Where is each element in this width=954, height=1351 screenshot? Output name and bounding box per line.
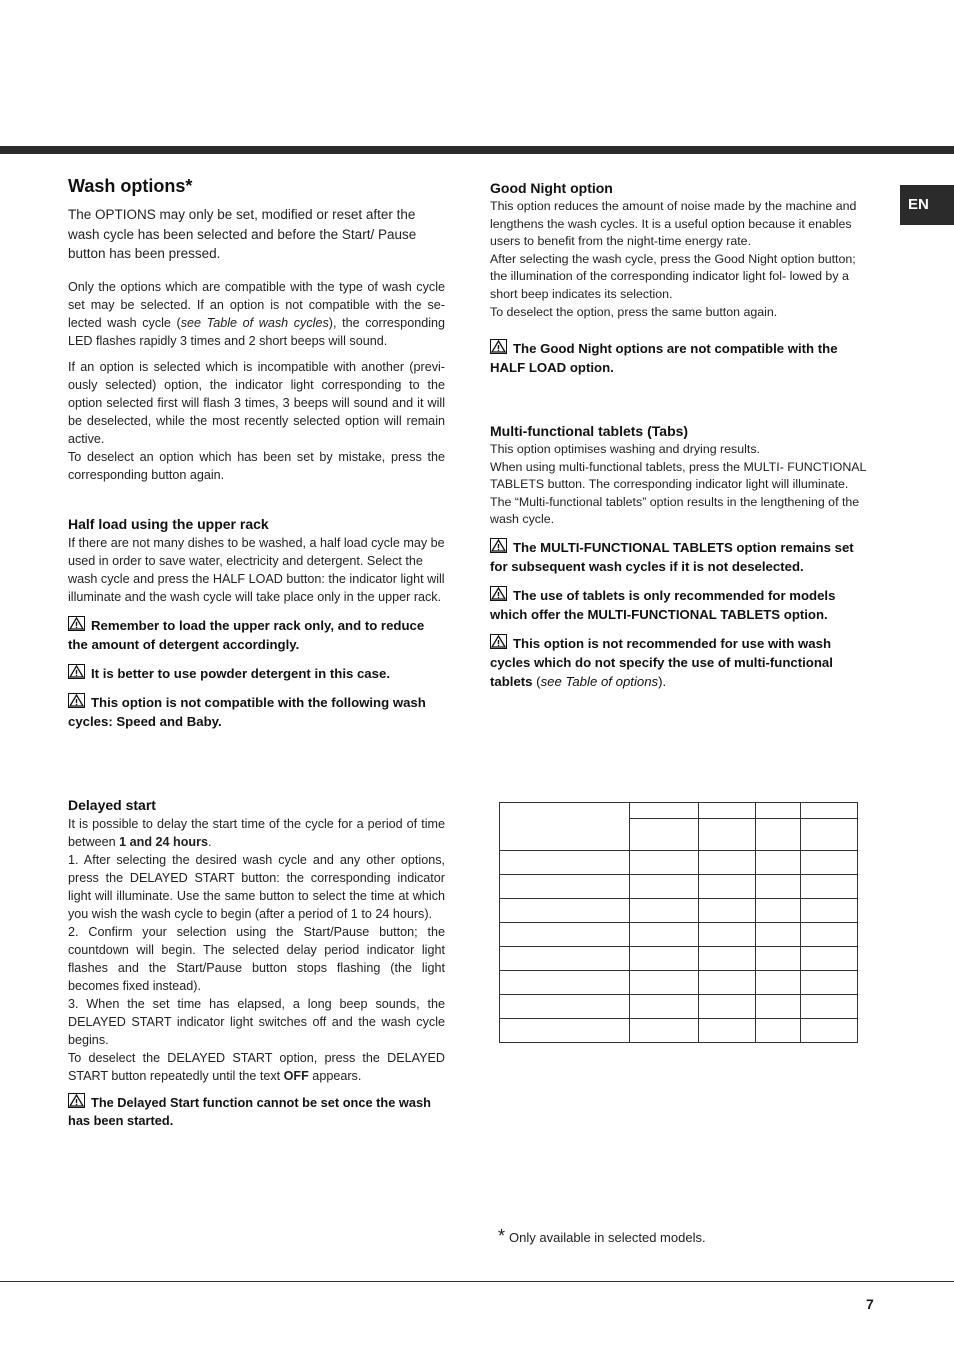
good-night-warning: The Good Night options are not compatible with the HALF LOAD option.: [490, 341, 838, 376]
delayed-start-heading: Delayed start: [68, 797, 156, 813]
good-night-text-1: This option reduces the amount of noise made by the machine and lengthens the wash cycles. It is a useful option because it enables users to benefit from the night-time energy rate.: [490, 199, 857, 249]
intro-text: The OPTIONS may only be set, modified or reset after the wash cycle has been selected and before the Start/ Pause button has been pressed.: [68, 207, 417, 261]
footnote-text: Only available in selected models.: [509, 1230, 706, 1245]
warning-icon: [68, 693, 85, 708]
warning-icon: [490, 339, 507, 354]
warning-icon: [490, 538, 507, 553]
table-cell: [630, 995, 699, 1019]
table-cell: [801, 851, 858, 875]
delayed-start-section: [68, 797, 445, 1140]
table-cell: [756, 923, 801, 947]
half-load-warning-1: Remember to load the upper rack only, and to reduce the amount of detergent accordingly.: [68, 618, 425, 652]
warning-icon: [68, 1093, 85, 1108]
tabs-warning-2: The use of tablets is only recommended for models which offer the MULTI-FUNCTIONAL TABLETS option.: [490, 587, 836, 622]
options-table: [499, 802, 858, 1043]
table-cell: [699, 995, 756, 1019]
delayed-start-intro: It is possible to delay the start time of the cycle for a period of time between 1 and 24 hours.: [68, 817, 445, 849]
tabs-text-2: When using multi-functional tablets, press the MULTI- FUNCTIONAL TABLETS button. The corresponding indicator light will illuminate. The “Multi-functional tablets” option results in the lengthening of the wash cycle.: [490, 459, 866, 527]
tabs-text-1: This option optimises washing and drying results.: [490, 442, 760, 456]
good-night-section: [490, 180, 869, 387]
table-cell: [500, 947, 630, 971]
table-cell: [500, 971, 630, 995]
options-table-ref: see Table of options: [540, 673, 659, 689]
good-night-text-2: After selecting the wash cycle, press the Good Night option button; the illumination of the corresponding indicator light fol- lowed by a short beep indicates its selection.: [490, 251, 856, 301]
warning-icon: [68, 616, 85, 631]
page-title: Wash options*: [68, 176, 193, 196]
tabs-warning-1: The MULTI-FUNCTIONAL TABLETS option remains set for subsequent wash cycles if it is not deselected.: [490, 539, 854, 574]
table-cell: [500, 1019, 630, 1043]
good-night-text-3: To deselect the option, press the same button again.: [490, 304, 778, 319]
good-night-heading: Good Night option: [490, 180, 613, 196]
half-load-warning-2: It is better to use powder detergent in this case.: [68, 664, 445, 683]
table-cell: [756, 947, 801, 971]
delayed-start-step-1: 1. After selecting the desired wash cycle and any other options, press the DELAYED START button: the corresponding indicator light will illuminate. Use the same button to select the time at which you wish the wash cycle to begin (after a period of 1 to 24 hours).: [68, 853, 445, 921]
table-cell: [756, 1019, 801, 1043]
wash-cycles-table-ref: see Table of wash cycles: [180, 315, 329, 330]
table-cell: [699, 875, 756, 899]
table-cell: [699, 803, 756, 819]
table-cell: [756, 995, 801, 1019]
warning-icon: [490, 634, 507, 649]
options-compat-text: Only the options which are compatible with the type of wash cycle set may be selected. If an option is not compatible with the se- lected wash cycle (see Table of wash cycles), the corresponding LED flashes rapidly 3 times and 2 short beeps will sound.: [68, 279, 446, 348]
table-row: [500, 923, 858, 947]
tabs-heading: Multi-functional tablets (Tabs): [490, 423, 689, 439]
table-cell: [630, 899, 699, 923]
table-cell: [630, 947, 699, 971]
table-row: [500, 875, 858, 899]
table-cell: [699, 971, 756, 995]
warning-icon: [68, 664, 85, 679]
table-cell: [500, 995, 630, 1019]
table-row: [500, 851, 858, 875]
table-cell: [630, 1019, 699, 1043]
table-cell: [699, 899, 756, 923]
table-cell: [801, 971, 858, 995]
tabs-warning-3: This option is not recommended for use with wash cycles which do not specify the use of multi-functional tablets (see Table of options).: [490, 635, 833, 689]
table-cell: [630, 875, 699, 899]
table-cell: [500, 923, 630, 947]
language-tab: EN: [900, 185, 954, 225]
left-column: [68, 176, 445, 484]
tabs-section: [490, 423, 869, 701]
table-row: [500, 1019, 858, 1043]
table-cell: [756, 819, 801, 851]
table-cell: [699, 819, 756, 851]
table-cell: [699, 851, 756, 875]
table-cell: [500, 899, 630, 923]
table-cell: [699, 947, 756, 971]
table-cell: [699, 923, 756, 947]
deselect-option-text: To deselect an option which has been set by mistake, press the corresponding button again.: [68, 449, 445, 482]
delayed-start-step-3: 3. When the set time has elapsed, a long beep sounds, the DELAYED START indicator light switches off and the wash cycle begins.: [68, 997, 445, 1047]
table-cell: [801, 923, 858, 947]
delayed-start-step-2: 2. Confirm your selection using the Start/Pause button; the countdown will begin. The selected delay period indicator light flashes and the Start/Pause button stops flashing (the light becomes fixed instead).: [68, 925, 445, 993]
delayed-start-deselect: To deselect the DELAYED START option, press the DELAYED START button repeatedly until the text OFF appears.: [68, 1051, 445, 1083]
table-cell: [630, 819, 699, 851]
table-cell: [630, 971, 699, 995]
table-cell: [500, 851, 630, 875]
table-row: [500, 899, 858, 923]
footer-rule: [0, 1281, 954, 1282]
table-cell: [801, 947, 858, 971]
table-cell: [630, 851, 699, 875]
footnote: [498, 1226, 706, 1247]
table-cell: [500, 803, 630, 851]
table-cell: [699, 1019, 756, 1043]
table-cell: [630, 803, 699, 819]
footnote-asterisk: *: [498, 1226, 506, 1246]
half-load-text: If there are not many dishes to be washed, a half load cycle may be used in order to save water, electricity and detergent. Select the wash cycle and press the HALF LOAD button: the indicator light will illuminate and the wash cycle will take place only in the upper rack.: [68, 536, 445, 604]
header-bar: [0, 146, 954, 154]
table-cell: [756, 803, 801, 819]
table-cell: [500, 875, 630, 899]
table-row: [500, 971, 858, 995]
warning-icon: [490, 586, 507, 601]
table-cell: [801, 803, 858, 819]
table-cell: [630, 923, 699, 947]
table-cell: [801, 819, 858, 851]
table-cell: [801, 1019, 858, 1043]
page-number: 7: [866, 1296, 874, 1312]
half-load-section: [68, 516, 445, 741]
table-row: [500, 803, 858, 819]
table-cell: [756, 971, 801, 995]
half-load-warning-3: This option is not compatible with the following wash cycles: Speed and Baby.: [68, 695, 426, 729]
table-cell: [756, 875, 801, 899]
incompatible-option-text: If an option is selected which is incompatible with another (previ- ously selected) option, the indicator light corresponding to the option selected first will flash 3 times, 3 beeps will sound and it will be deselected, while the most recently selected option will remain active.: [68, 359, 445, 446]
table-cell: [801, 995, 858, 1019]
table-row: [500, 947, 858, 971]
table-cell: [756, 851, 801, 875]
table-cell: [801, 899, 858, 923]
table-cell: [756, 899, 801, 923]
table-row: [500, 995, 858, 1019]
half-load-heading: Half load using the upper rack: [68, 516, 269, 532]
delayed-start-warning: The Delayed Start function cannot be set once the wash has been started.: [68, 1095, 431, 1128]
table-cell: [801, 875, 858, 899]
